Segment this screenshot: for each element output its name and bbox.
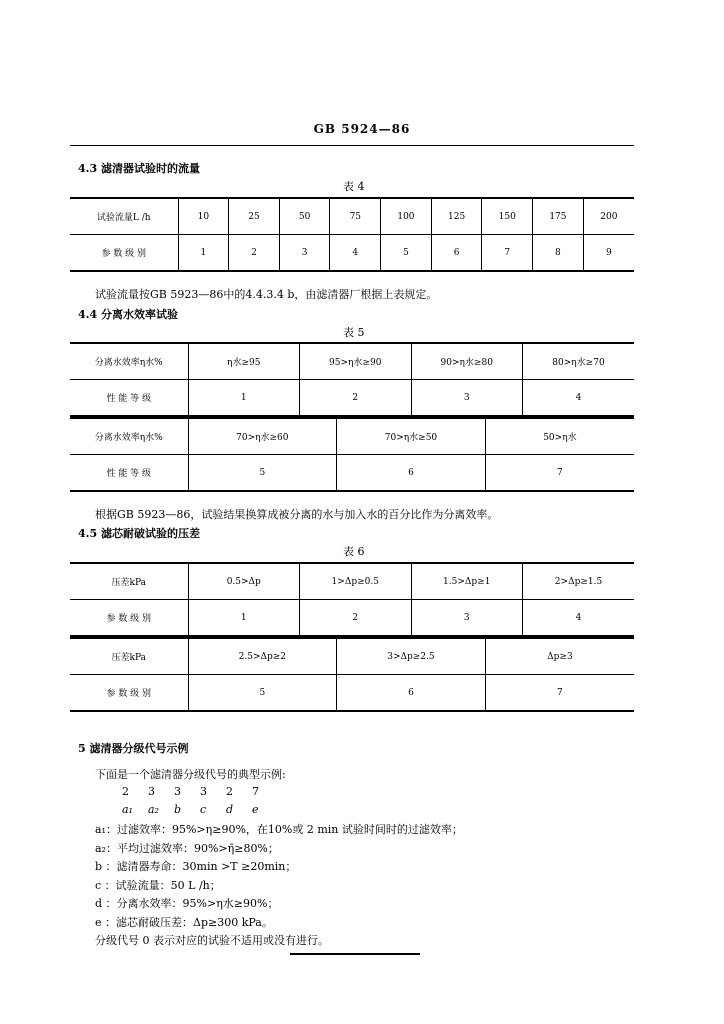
table-cell: 3 <box>411 380 523 417</box>
table-cell: 200 <box>583 198 634 235</box>
code-digit: 3 <box>148 785 155 798</box>
table-cell: 4 <box>330 235 381 272</box>
table-4-caption: 表 4 <box>343 180 365 193</box>
example-code-vars <box>122 803 278 816</box>
table-cell: 50 <box>279 198 330 235</box>
table-cell: 0.5>Δp <box>188 563 300 600</box>
table-5-caption: 表 5 <box>343 326 365 339</box>
table-row <box>70 675 634 712</box>
table-row <box>70 380 634 417</box>
table-cell: 4 <box>523 380 635 417</box>
example-line: a₁：过滤效率：95%>η≥90%，在10%或 2 min 试验时间时的过滤效率； <box>95 823 463 836</box>
table-cell: 6 <box>337 675 486 712</box>
section-4-5-heading: 4.5 滤芯耐破试验的压差 <box>78 527 200 540</box>
code-var: e <box>252 803 259 816</box>
table-cell: 7 <box>482 235 533 272</box>
table-cell: 70>η水≥60 <box>188 418 337 455</box>
table-cell: 参 数 级 别 <box>70 600 188 637</box>
table-cell: 9 <box>583 235 634 272</box>
table-cell: 2 <box>300 380 412 417</box>
example-code-digits <box>122 785 278 798</box>
example-line: c ：试验流量：50 L /h； <box>95 879 221 892</box>
code-digit: 2 <box>226 785 233 798</box>
table-cell: 4 <box>523 600 635 637</box>
table-cell: 性 能 等 级 <box>70 455 188 492</box>
section-4-4-heading: 4.4 分离水效率试验 <box>78 308 178 321</box>
table-cell: 75 <box>330 198 381 235</box>
table-cell: 试验流量L /h <box>96 213 151 223</box>
example-line: b ：滤清器寿命：30min >T ≥20min； <box>95 860 297 873</box>
table-cell: 1.5>Δp≥1 <box>411 563 523 600</box>
table-cell: 80>η水≥70 <box>523 343 635 380</box>
table-cell: 150 <box>482 198 533 235</box>
table-cell: 10 <box>178 198 229 235</box>
end-rule <box>290 953 420 955</box>
table-cell: 3 <box>279 235 330 272</box>
code-digit: 7 <box>252 785 259 798</box>
example-line: e ：滤芯耐破压差：Δp≥300 kPa。 <box>95 916 273 929</box>
table-cell: 7 <box>485 675 634 712</box>
table-cell: 6 <box>337 455 486 492</box>
table-cell: 100 <box>381 198 432 235</box>
table-cell: 2 <box>300 600 412 637</box>
code-var: a₂ <box>148 803 159 816</box>
section-4-3-heading: 4.3 滤清器试验时的流量 <box>78 162 200 175</box>
table-cell: 2 <box>229 235 280 272</box>
table-5a <box>70 342 634 417</box>
table-cell: 90>η水≥80 <box>411 343 523 380</box>
table-cell: 175 <box>533 198 584 235</box>
table-cell: 70>η水≥50 <box>337 418 486 455</box>
code-var: d <box>226 803 234 816</box>
table-row <box>70 600 634 637</box>
table-cell: 压差kPa <box>111 653 146 663</box>
table-cell: Δp≥3 <box>485 638 634 675</box>
code-digit: 3 <box>200 785 207 798</box>
code-var: b <box>174 803 182 816</box>
section-5-heading: 5 滤清器分级代号示例 <box>78 742 189 755</box>
table-4 <box>70 197 634 272</box>
table-row <box>70 563 634 600</box>
table-row <box>70 198 634 235</box>
table-cell: 1 <box>188 380 300 417</box>
example-closing: 分级代号 0 表示对应的试验不适用或没有进行。 <box>95 934 329 947</box>
table-cell: 1 <box>178 235 229 272</box>
example-line: a₂：平均过滤效率：90%>η̄≥80%； <box>95 842 279 855</box>
table-cell: 参 数 级 别 <box>70 235 178 272</box>
table-cell: 3 <box>411 600 523 637</box>
code-digit: 2 <box>122 785 129 798</box>
table-cell: 125 <box>431 198 482 235</box>
example-intro: 下面是一个滤清器分级代号的典型示例: <box>95 768 286 781</box>
table-row <box>70 455 634 492</box>
table-row <box>70 418 634 455</box>
header-rule <box>70 145 634 146</box>
table-cell: 95>η水≥90 <box>300 343 412 380</box>
code-var: a₁ <box>122 803 133 816</box>
table-cell: 压差kPa <box>111 578 146 588</box>
table-row <box>70 638 634 675</box>
table-cell: 50>η水 <box>485 418 634 455</box>
table-cell: 1 <box>188 600 300 637</box>
table-row <box>70 235 634 272</box>
table-cell: η水≥95 <box>188 343 300 380</box>
table-5b <box>70 417 634 492</box>
table-cell: 5 <box>188 675 337 712</box>
code-digit: 3 <box>174 785 181 798</box>
table-row <box>70 343 634 380</box>
section-4-3-note: 试验流量按GB 5923—86中的4.4.3.4 b，由滤清器厂根据上表规定。 <box>95 288 438 301</box>
table-cell: 3>Δp≥2.5 <box>337 638 486 675</box>
standard-code-header: GB 5924—86 <box>313 122 411 136</box>
table-6-caption: 表 6 <box>343 545 365 558</box>
table-cell: 5 <box>381 235 432 272</box>
table-cell: 5 <box>188 455 337 492</box>
table-6b <box>70 637 634 712</box>
table-cell: 性 能 等 级 <box>70 380 188 417</box>
table-cell: 6 <box>431 235 482 272</box>
code-var: c <box>200 803 207 816</box>
section-4-4-note: 根据GB 5923—86，试验结果换算成被分离的水与加入水的百分比作为分离效率。 <box>95 508 499 521</box>
table-6a <box>70 562 634 637</box>
table-cell: 25 <box>229 198 280 235</box>
table-cell: 1>Δp≥0.5 <box>300 563 412 600</box>
example-line: d ：分离水效率：95%>η水≥90%； <box>95 897 279 910</box>
table-cell: 分离水效率η水% <box>94 433 163 443</box>
table-cell: 8 <box>533 235 584 272</box>
table-cell: 参 数 级 别 <box>70 675 188 712</box>
table-cell: 2.5>Δp≥2 <box>188 638 337 675</box>
table-cell: 2>Δp≥1.5 <box>523 563 635 600</box>
table-cell: 7 <box>485 455 634 492</box>
table-cell: 分离水效率η水% <box>94 358 163 368</box>
